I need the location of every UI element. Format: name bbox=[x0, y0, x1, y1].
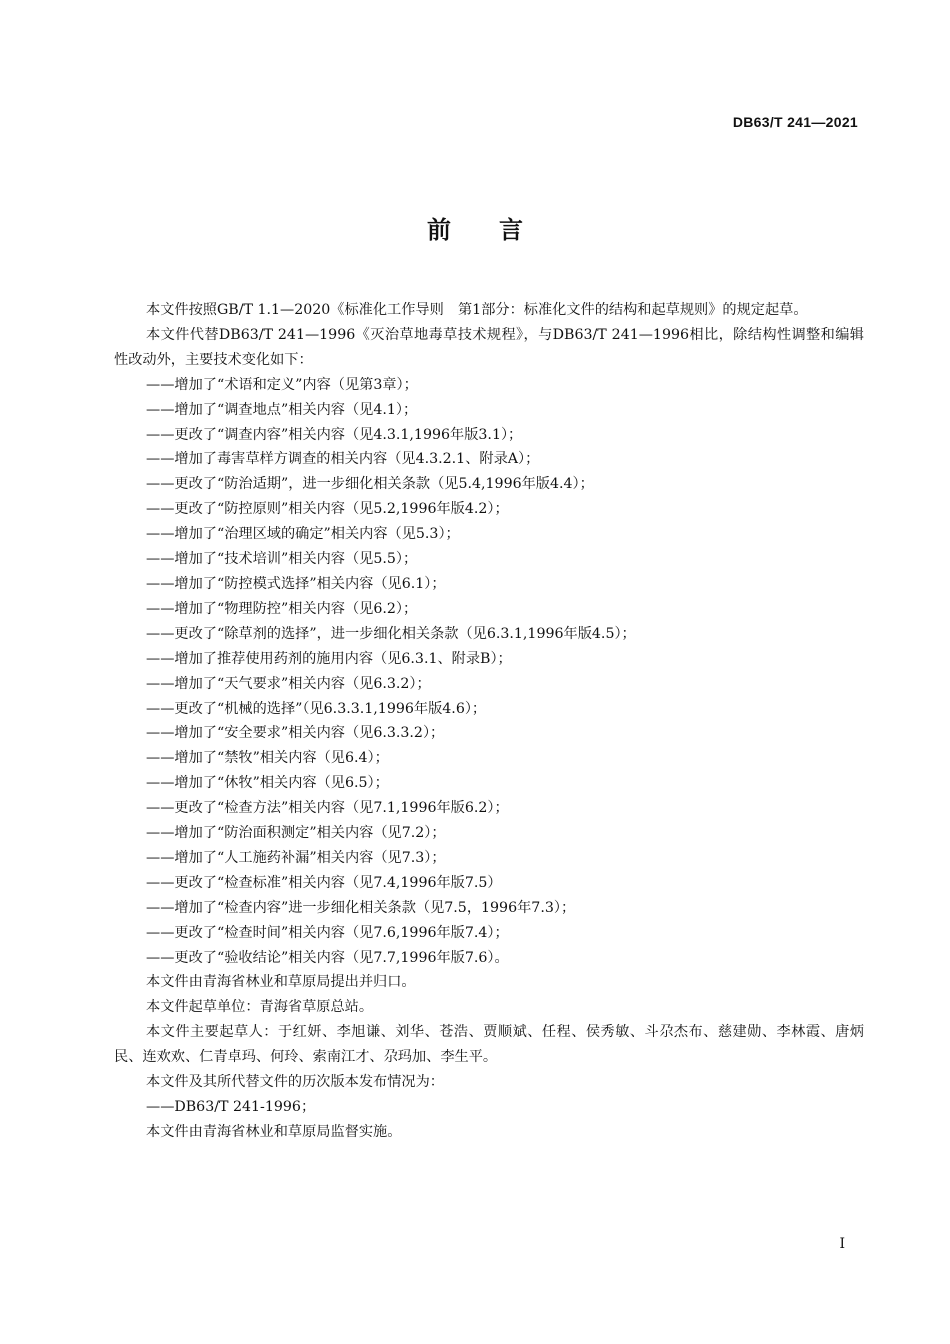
list-item: ——增加了“检查内容”进一步细化相关条款（见7.5，1996年7.3）； bbox=[146, 899, 576, 916]
list-item: ——更改了“除草剂的选择”，进一步细化相关条款（见6.3.1,1996年版4.5）； bbox=[146, 625, 636, 642]
list-item: ——更改了“检查标准”相关内容（见7.4,1996年版7.5） bbox=[146, 874, 502, 891]
list-item: ——更改了“验收结论”相关内容（见7.7,1996年版7.6）。 bbox=[146, 949, 509, 966]
document-body bbox=[114, 298, 864, 1145]
list-item: ——增加了“天气要求”相关内容（见6.3.2）； bbox=[146, 675, 431, 692]
list-item: ——更改了“检查时间”相关内容（见7.6,1996年版7.4）； bbox=[146, 924, 509, 941]
list-item: ——更改了“检查方法”相关内容（见7.1,1996年版6.2）； bbox=[146, 800, 509, 817]
list-item: ——增加了“防治面积测定”相关内容（见7.2）； bbox=[146, 825, 446, 842]
list-item: ——更改了“调查内容”相关内容（见4.3.1,1996年版3.1）； bbox=[146, 426, 523, 443]
list-item: ——更改了“防控原则”相关内容（见5.2,1996年版4.2）； bbox=[146, 501, 509, 518]
drafting-rule-paragraph: 本文件按照GB/T 1.1—2020《标准化工作导则 第1部分：标准化文件的结构和起草规则》的规定起草。 bbox=[146, 302, 808, 318]
list-item: ——增加了“禁牧”相关内容（见6.4）； bbox=[146, 750, 389, 767]
list-item: ——增加了“人工施药补漏”相关内容（见7.3）； bbox=[146, 849, 446, 866]
drafting-unit-paragraph: 本文件起草单位：青海省草原总站。 bbox=[146, 999, 374, 1016]
list-item: ——更改了“防治适期”，进一步细化相关条款（见5.4,1996年版4.4）； bbox=[146, 476, 594, 493]
supervisor-paragraph: 本文件由青海省林业和草原局监督实施。 bbox=[146, 1123, 402, 1140]
page-title: 前言 bbox=[427, 216, 571, 244]
drafters-paragraph: 本文件主要起草人：于红妍、李旭谦、刘华、苍浩、贾顺斌、任程、侯秀敏、斗尕杰布、慈建勋、李林霞、唐炳民、连欢欢、仁青卓玛、何玲、索南江才、尕玛加、李生平。 bbox=[114, 1024, 864, 1066]
list-item: ——增加了“术语和定义”内容（见第3章）； bbox=[146, 376, 418, 393]
list-item: ——增加了“治理区域的确定”相关内容（见5.3）； bbox=[146, 526, 460, 543]
list-item: ——增加了毒害草样方调查的相关内容（见4.3.2.1、附录A）； bbox=[146, 451, 540, 468]
list-item: ——增加了“安全要求”相关内容（见6.3.3.2）； bbox=[146, 725, 445, 742]
replacement-paragraph: 本文件代替DB63/T 241—1996《灭治草地毒草技术规程》，与DB63/T 241—1996相比，除结构性调整和编辑性改动外，主要技术变化如下： bbox=[114, 326, 864, 368]
page-number: I bbox=[839, 1236, 845, 1252]
proposer-paragraph: 本文件由青海省林业和草原局提出并归口。 bbox=[146, 974, 416, 991]
list-item: ——增加了“调查地点”相关内容（见4.1）； bbox=[146, 401, 418, 418]
history-intro-paragraph: 本文件及其所代替文件的历次版本发布情况为： bbox=[146, 1074, 444, 1091]
list-item: ——增加了推荐使用药剂的施用内容（见6.3.1、附录B）； bbox=[146, 650, 512, 667]
history-item: ——DB63/T 241-1996； bbox=[146, 1099, 316, 1115]
list-item: ——更改了“机械的选择”（见6.3.3.1,1996年版4.6）； bbox=[146, 700, 487, 717]
list-item: ——增加了“休牧”相关内容（见6.5）； bbox=[146, 775, 389, 792]
list-item: ——增加了“技术培训”相关内容（见5.5）； bbox=[146, 551, 418, 568]
document-code: DB63/T 241—2021 bbox=[732, 114, 858, 130]
technical-changes-list bbox=[114, 373, 864, 971]
list-item: ——增加了“防控模式选择”相关内容（见6.1）； bbox=[146, 575, 446, 592]
list-item: ——增加了“物理防控”相关内容（见6.2）； bbox=[146, 600, 418, 617]
